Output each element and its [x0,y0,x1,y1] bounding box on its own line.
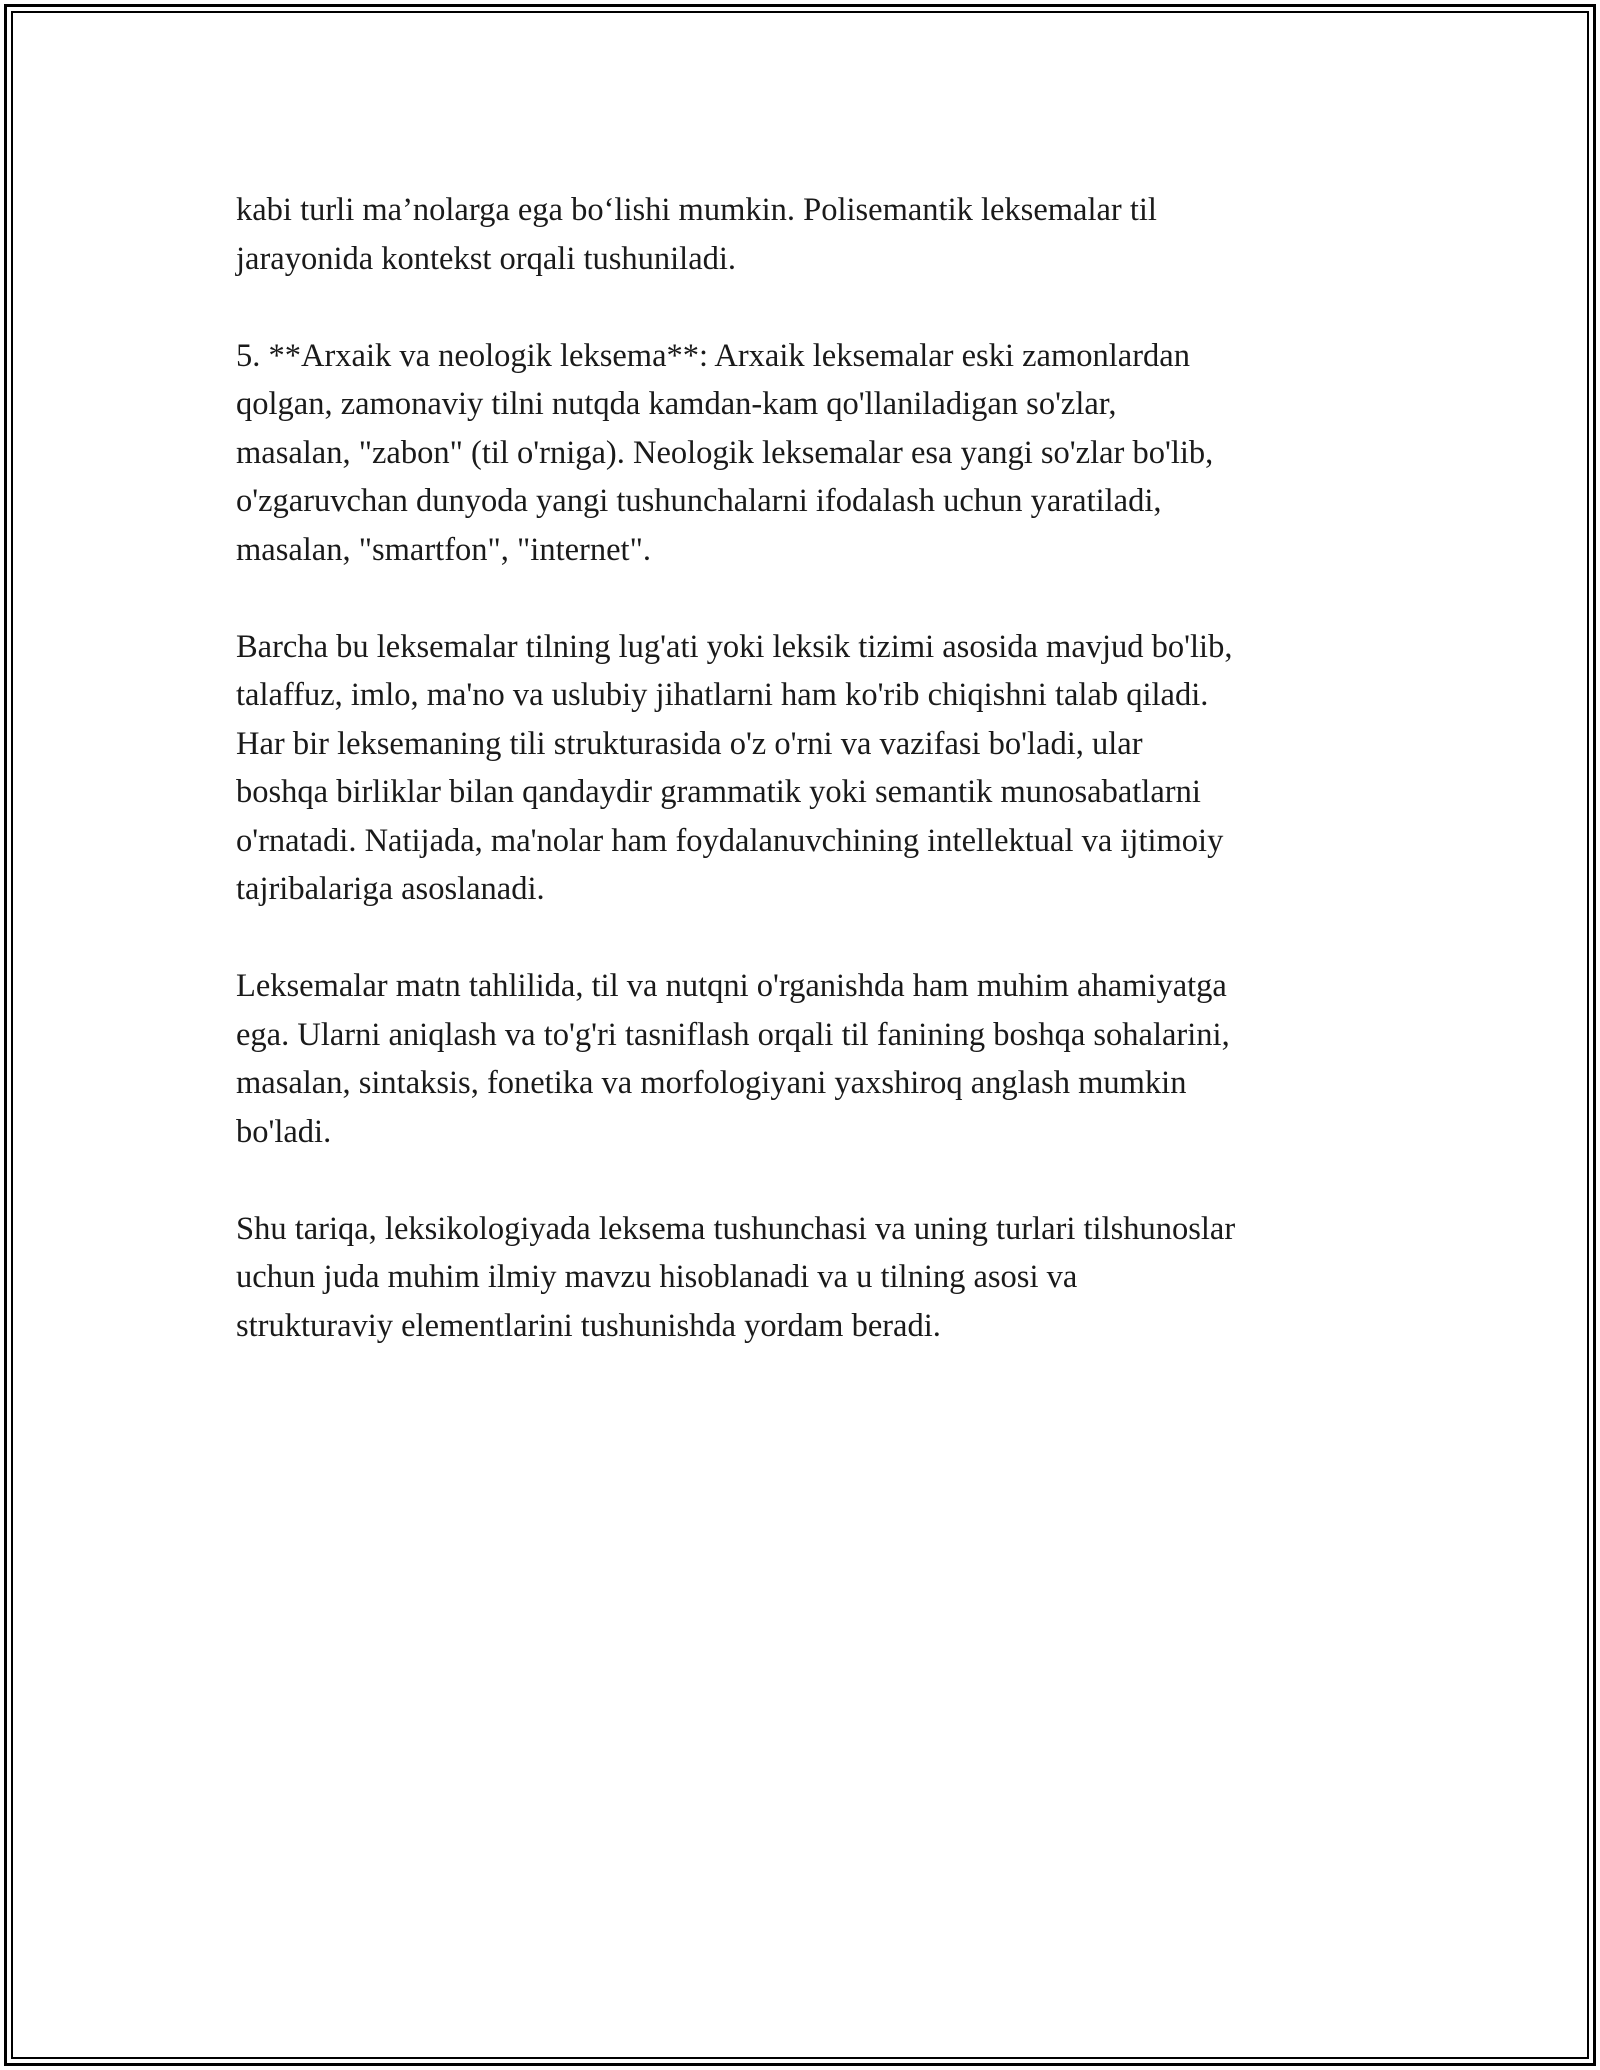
paragraph-lexical-system: Barcha bu leksemalar tilning lug'ati yoki leksik tizimi asosida mavjud bo'lib, talaffuz, imlo, ma'no va uslubiy jihatlarni ham ko'rib chiqishni talab qiladi. Har bir leksemaning tili strukturasida o'z o'rni va vazifasi bo'ladi, ular boshqa birliklar bilan qandaydir grammatik yoki semantik munosabatlarni o'rnatadi. Natijada, ma'nolar ham foydalanuvchining intellektual va ijtimoiy tajribalariga asoslanadi. [236,628,1233,907]
document-body [236,186,1376,1350]
paragraph-archaic-neologism: 5. **Arxaik va neologik leksema**: Arxaik leksemalar eski zamonlardan qolgan, zamonaviy tilni nutqda kamdan-kam qo'llaniladigan so'zlar, masalan, "zabon" (til o'rniga). Neologik leksemalar esa yangi so'zlar bo'lib, o'zgaruvchan dunyoda yangi tushunchalarni ifodalash uchun yaratiladi, masalan, "smartfon", "internet". [236,337,1214,568]
paragraph-text-analysis: Leksemalar matn tahlilida, til va nutqni o'rganishda ham muhim ahamiyatga ega. Ularni aniqlash va to'g'ri tasniflash orqali til fanining boshqa sohalarini, masalan, sintaksis, fonetika va morfologiyani yaxshiroq anglash mumkin bo'ladi. [236,968,1230,1150]
paragraph-polysemantic-continuation: kabi turli ma’nolarga ega bo‘lishi mumkin. Polisemantik leksemalar til jarayonida kontekst orqali tushuniladi. [236,192,1157,277]
paragraph-conclusion: Shu tariqa, leksikologiyada leksema tushunchasi va uning turlari tilshunoslar uchun juda muhim ilmiy mavzu hisoblanadi va u tilning asosi va strukturaviy elementlarini tushunishda yordam beradi. [236,1210,1236,1344]
